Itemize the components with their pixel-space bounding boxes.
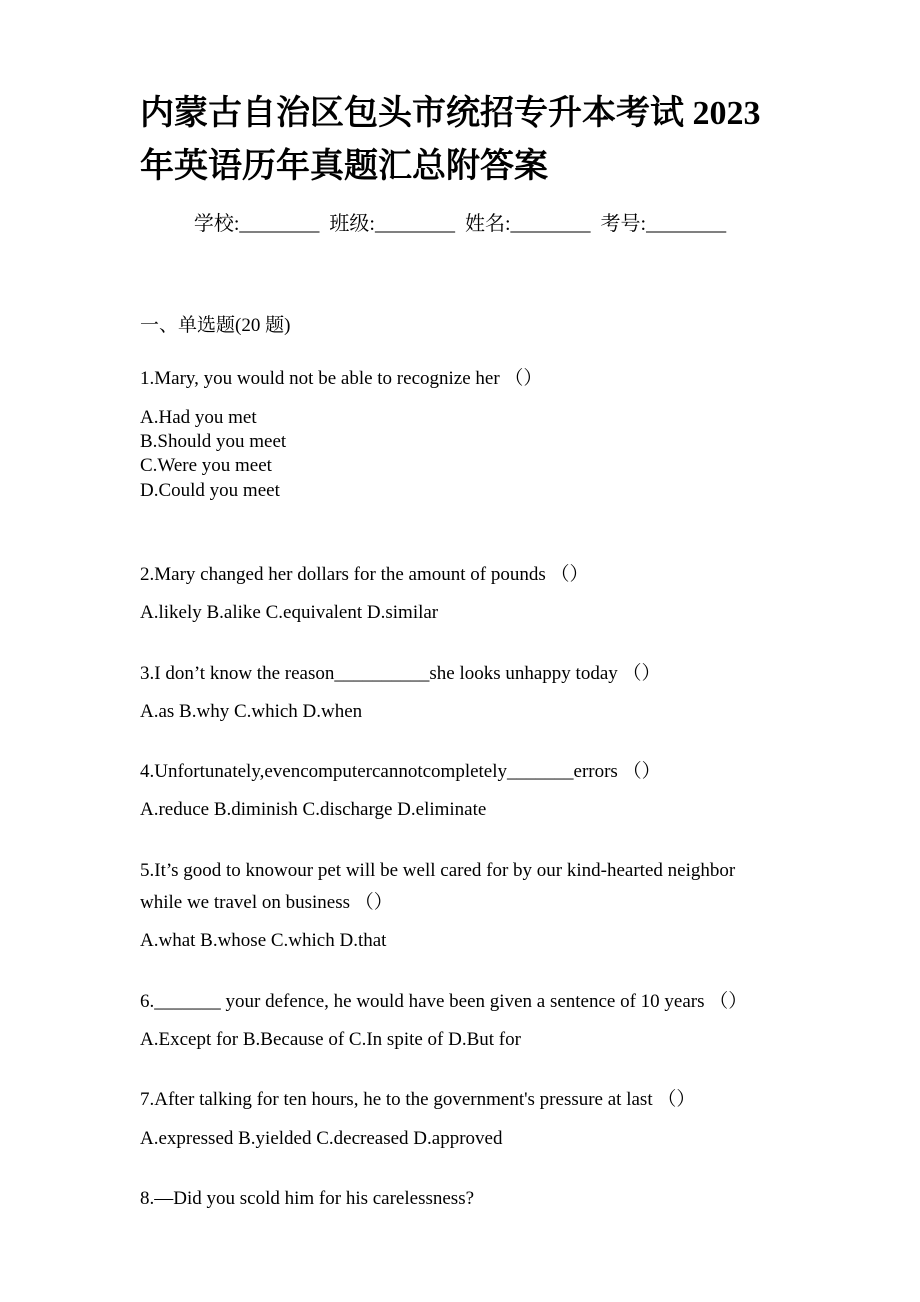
- question-item-8: [140, 1183, 780, 1215]
- section-header: 一、单选题(20 题): [140, 315, 291, 337]
- option-line: A.expressed B.yielded C.decreased D.approved: [140, 1127, 503, 1149]
- question-options: [140, 798, 780, 822]
- option-line: A.likely B.alike C.equivalent D.similar: [140, 602, 439, 624]
- question-list: [140, 363, 780, 1215]
- option-line: A.Except for B.Because of C.In spite of D.But for: [140, 1028, 521, 1050]
- question-options: [140, 406, 780, 503]
- question-options: [140, 1028, 780, 1052]
- option-line: D.Could you meet: [140, 479, 280, 501]
- option-line: A.as B.why C.which D.when: [140, 700, 363, 722]
- question-item-3: [140, 658, 780, 725]
- question-item-4: [140, 756, 780, 823]
- question-stem: 6._______ your defence, he would have been given a sentence of 10 years （）: [140, 990, 748, 1012]
- option-line: B.Should you meet: [140, 430, 287, 452]
- question-item-7: [140, 1084, 780, 1151]
- question-stem: 3.I don’t know the reason__________she looks unhappy today （）: [140, 662, 661, 684]
- question-item-6: [140, 986, 780, 1053]
- document-title: 内蒙古自治区包头市统招专升本考试 2023 年英语历年真题汇总附答案: [140, 95, 761, 185]
- question-stem: 1.Mary, you would not be able to recognize her （）: [140, 368, 543, 390]
- option-line: A.what B.whose C.which D.that: [140, 930, 387, 952]
- option-line: A.reduce B.diminish C.discharge D.eliminate: [140, 799, 487, 821]
- question-options: [140, 601, 780, 625]
- question-item-2: [140, 559, 780, 626]
- question-item-5: [140, 855, 780, 954]
- question-options: [140, 1127, 780, 1151]
- question-options: [140, 929, 780, 953]
- question-stem: 4.Unfortunately,evencomputercannotcompletely_______errors （）: [140, 761, 661, 783]
- question-stem: 2.Mary changed her dollars for the amount of pounds （）: [140, 563, 589, 585]
- option-line: C.Were you meet: [140, 455, 272, 477]
- question-stem: 7.After talking for ten hours, he to the government's pressure at last （）: [140, 1089, 696, 1111]
- student-info-line: 学校:________ 班级:________ 姓名:________ 考号:________: [193, 213, 727, 236]
- question-options: [140, 700, 780, 724]
- option-line: A.Had you met: [140, 406, 257, 428]
- question-item-1: [140, 363, 780, 503]
- question-stem: 8.—Did you scold him for his carelessness?: [140, 1187, 475, 1209]
- question-stem: 5.It’s good to knowour pet will be well cared for by our kind-hearted neighbor while we travel on business （）: [140, 859, 736, 914]
